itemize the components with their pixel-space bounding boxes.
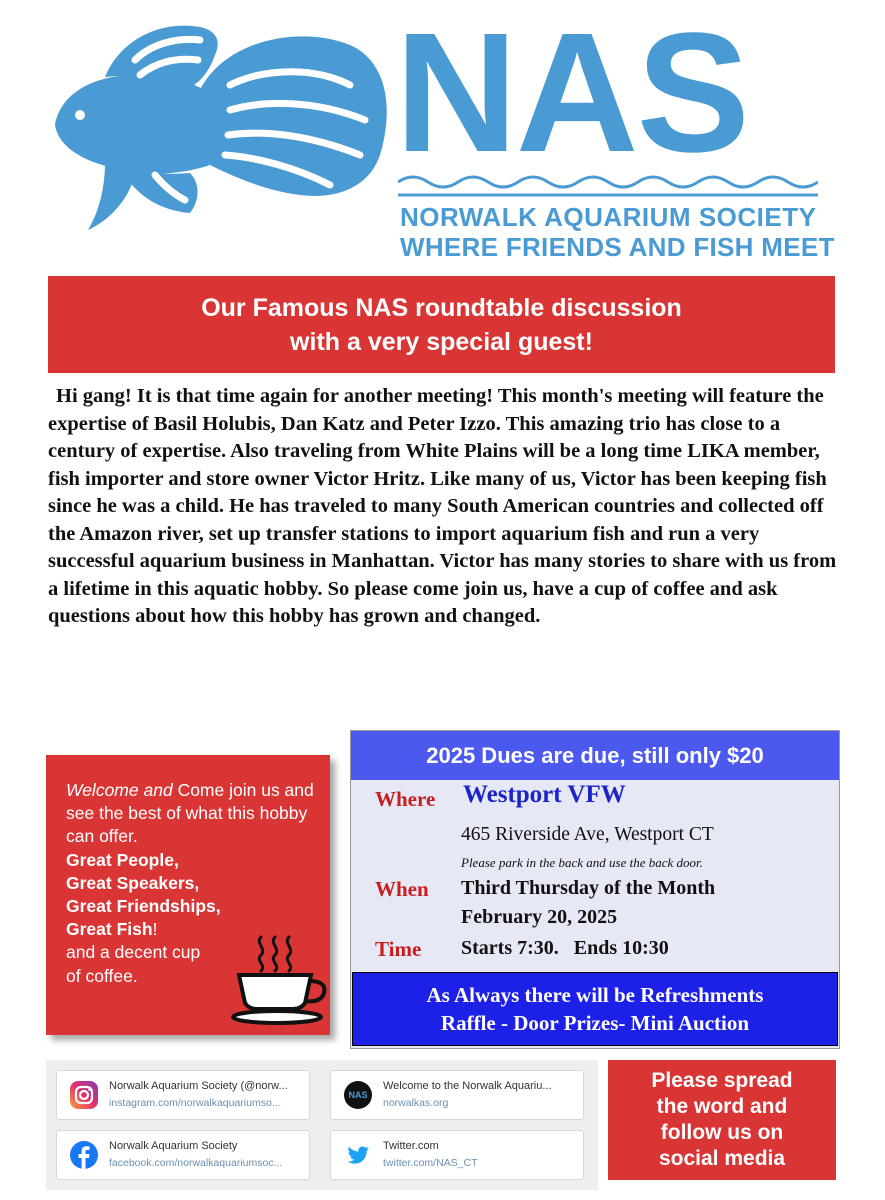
spread-line-1: Please spread <box>651 1069 793 1092</box>
social-links-panel <box>46 1060 598 1190</box>
betta-fish-logo <box>50 15 395 245</box>
website-url[interactable]: norwalkas.org <box>383 1097 449 1109</box>
instagram-url[interactable]: instagram.com/norwalkaquariumso... <box>109 1097 281 1109</box>
headline-line-2: with a very special guest! <box>290 327 593 356</box>
great-fish-bang: ! <box>152 919 158 940</box>
headline-banner <box>48 276 835 373</box>
twitter-link-card[interactable] <box>330 1130 584 1180</box>
dues-header: 2025 Dues are due, still only $20 <box>351 731 839 780</box>
instagram-title: Norwalk Aquarium Society (@norw... <box>109 1080 288 1092</box>
great-friendships: Great Friendships, <box>66 896 221 917</box>
svg-text:NAS: NAS <box>348 1090 368 1100</box>
spread-line-4: social media <box>658 1147 786 1170</box>
where-label: Where <box>375 787 436 811</box>
venue-name: Westport VFW <box>463 781 626 808</box>
spread-line-3: follow us on <box>660 1121 784 1144</box>
facebook-link-card[interactable] <box>56 1130 310 1180</box>
organization-tagline: WHERE FRIENDS AND FISH MEET <box>400 232 835 262</box>
venue-address: 465 Riverside Ave, Westport CT <box>461 824 714 845</box>
refreshments-line: As Always there will be Refreshments <box>426 983 764 1007</box>
spread-the-word-box <box>608 1060 836 1180</box>
refreshments-banner <box>352 972 838 1046</box>
welcome-invite: Come join us and see the best of what this hobby can offer. <box>66 780 314 847</box>
intro-paragraph: Hi gang! It is that time again for another meeting! This month's meeting will feature the expertise of Basil Holubis, Dan Katz and Peter Izzo. This amazing trio has close to a century of expertise. Also traveling from White Plains will be a long time LIKA member, fish importer and store owner Victor Hritz. Like many of us, Victor has been keeping fish since he was a child. He has traveled to many South American countries and collected off the Amazon river, set up transfer stations to import aquarium fish and run a very successful aquarium business in Manhattan. Victor has many stories to share with us from a lifetime in this aquatic hobby. So please come join us, have a cup of coffee and ask questions about how this hobby has grown and changed. <box>48 385 837 627</box>
parking-note: Please park in the back and use the back door. <box>461 855 703 870</box>
headline-line-1: Our Famous NAS roundtable discussion <box>201 293 682 322</box>
welcome-italic: Welcome and <box>66 780 173 800</box>
nas-logo-letters: NAS <box>395 0 748 188</box>
great-fish: Great Fish <box>66 919 153 940</box>
facebook-url[interactable]: facebook.com/norwalkaquariumsoc... <box>109 1157 283 1169</box>
coffee-cup-icon <box>229 933 329 1025</box>
twitter-icon <box>343 1140 373 1170</box>
facebook-title: Norwalk Aquarium Society <box>109 1140 238 1152</box>
twitter-title: Twitter.com <box>383 1140 439 1152</box>
welcome-box <box>46 755 330 1035</box>
website-title: Welcome to the Norwalk Aquariu... <box>383 1080 552 1092</box>
great-speakers: Great Speakers, <box>66 872 200 893</box>
great-people: Great People, <box>66 849 179 870</box>
meeting-date: February 20, 2025 <box>461 906 618 928</box>
spread-line-2: the word and <box>656 1095 788 1118</box>
raffle-line: Raffle - Door Prizes- Mini Auction <box>440 1011 750 1035</box>
instagram-icon <box>69 1080 99 1110</box>
instagram-link-card[interactable] <box>56 1070 310 1120</box>
when-label: When <box>375 877 429 901</box>
welcome-coffee: and a decent cup of coffee. <box>66 942 201 986</box>
organization-name: NORWALK AQUARIUM SOCIETY <box>400 202 817 232</box>
facebook-icon <box>69 1140 99 1170</box>
website-link-card[interactable] <box>330 1070 584 1120</box>
when-value: Third Thursday of the Month <box>461 877 716 899</box>
wave-divider <box>398 168 818 202</box>
time-label: Time <box>375 937 422 961</box>
time-value: Starts 7:30. Ends 10:30 <box>461 937 669 959</box>
event-details-box <box>350 730 840 1049</box>
nas-logo-icon <box>343 1080 373 1110</box>
twitter-url[interactable]: twitter.com/NAS_CT <box>383 1157 478 1169</box>
